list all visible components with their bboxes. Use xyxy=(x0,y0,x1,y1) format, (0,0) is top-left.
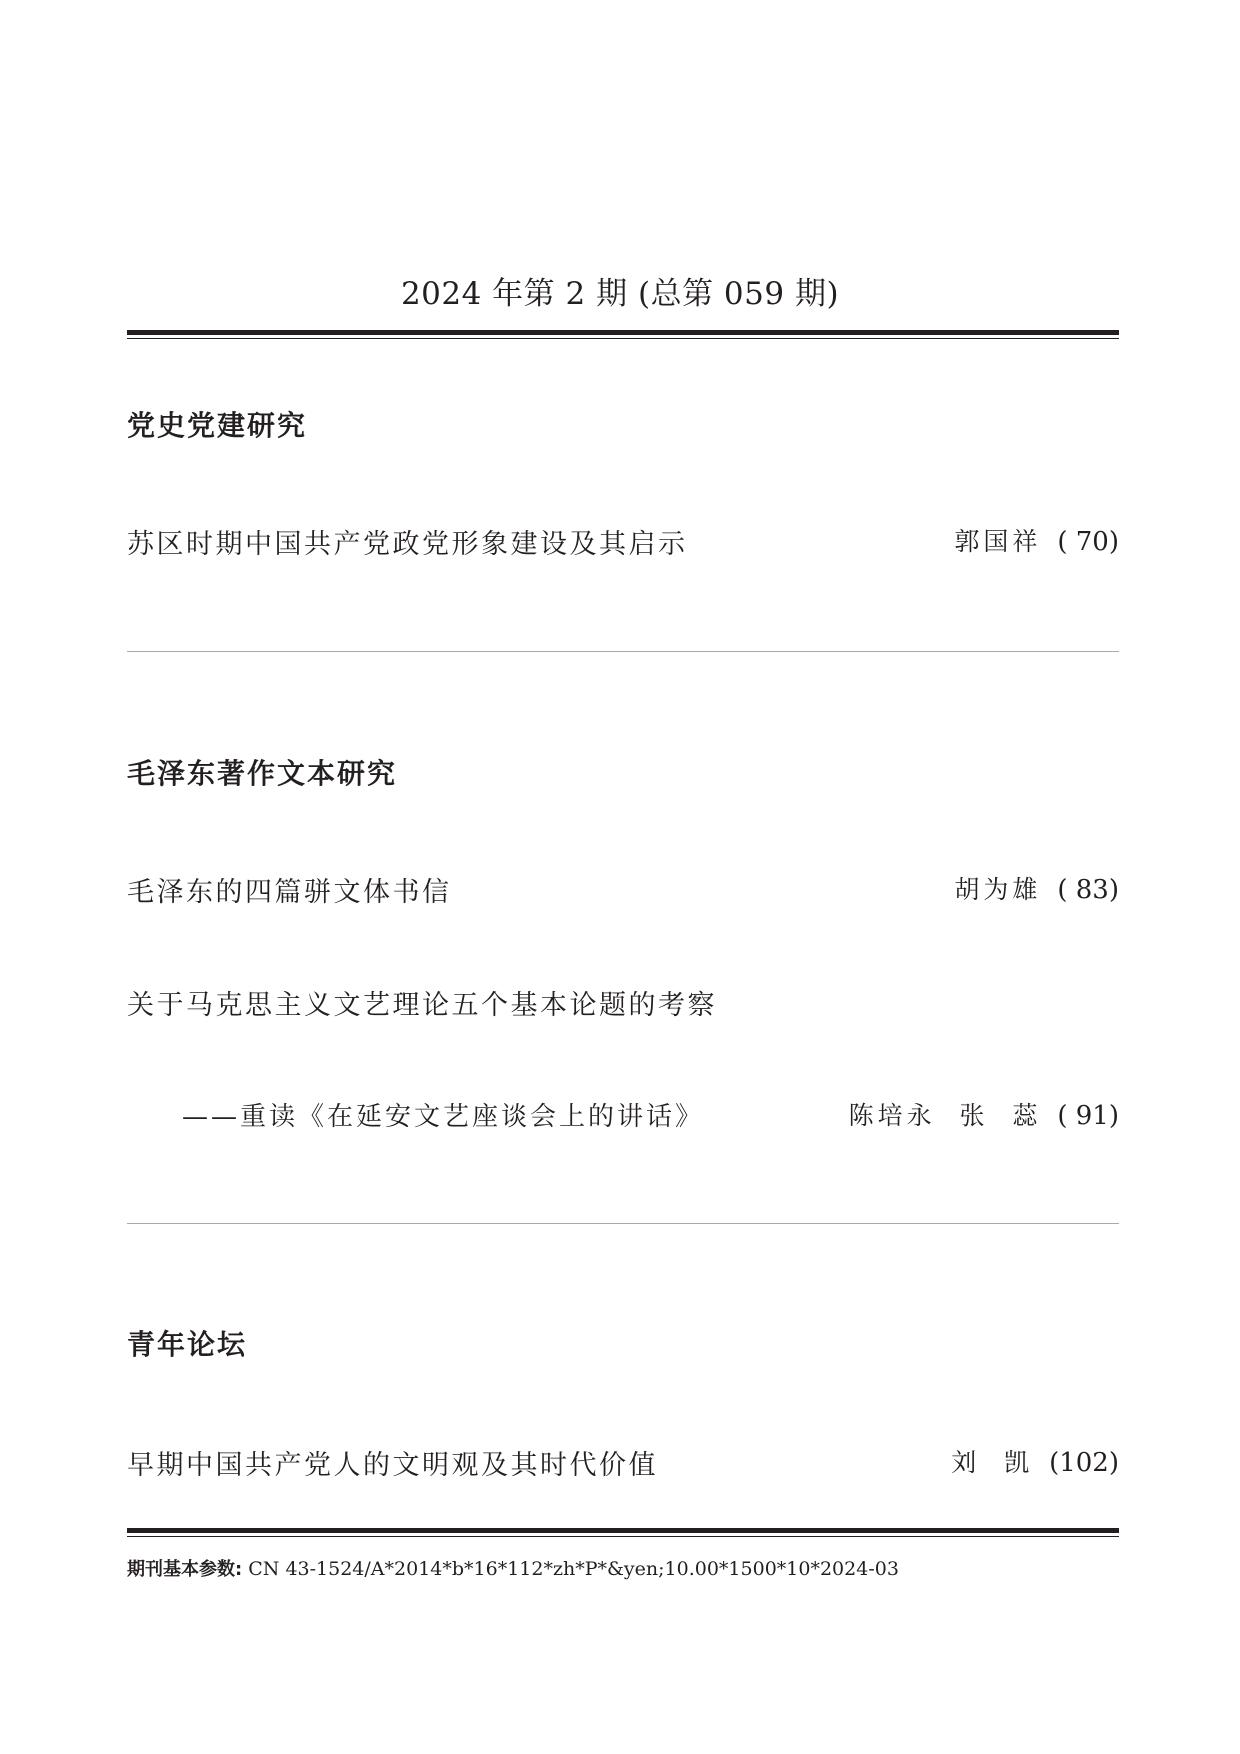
entry-page: (102) xyxy=(1049,1448,1119,1478)
entry-author: 刘 凯 xyxy=(951,1448,1034,1477)
section-title: 党史党建研究 xyxy=(127,409,308,442)
parameters-value: CN 43-1524/A*2014*b*16*112*zh*P*&yen;10.00*1500*10*2024-03 xyxy=(242,1558,899,1580)
entry-page: ( 91) xyxy=(1057,1101,1119,1131)
entry-title: 苏区时期中国共产党政党形象建设及其启示 xyxy=(127,529,688,560)
section-title: 毛泽东著作文本研究 xyxy=(127,757,398,790)
toc-entry[interactable] xyxy=(127,870,1119,910)
entry-author: 胡为雄 xyxy=(954,875,1042,904)
entry-page: ( 70) xyxy=(1057,527,1119,557)
section-title: 青年论坛 xyxy=(127,1328,248,1361)
parameters-label: 期刊基本参数: xyxy=(127,1559,243,1580)
entry-author-page xyxy=(954,870,1119,906)
entry-subtitle: ——重读《在延安文艺座谈会上的讲话》 xyxy=(182,1102,705,1132)
entry-title: 关于马克思主义文艺理论五个基本论题的考察 xyxy=(127,990,717,1021)
toc-entry[interactable] xyxy=(127,1443,1119,1483)
entry-author: 郭国祥 xyxy=(954,527,1042,556)
toc-entry[interactable] xyxy=(127,522,1119,562)
entry-author-page xyxy=(954,522,1119,558)
toc-entry-continuation[interactable] xyxy=(127,1096,1119,1136)
footer-double-rule xyxy=(127,1528,1119,1537)
issue-title: 2024 年第 2 期 (总第 059 期) xyxy=(400,276,840,312)
section-divider xyxy=(127,651,1119,652)
header-double-rule xyxy=(127,330,1119,339)
section-divider xyxy=(127,1223,1119,1224)
entry-page: ( 83) xyxy=(1057,875,1119,905)
entry-title: 毛泽东的四篇骈文体书信 xyxy=(127,877,452,908)
entry-author-page xyxy=(951,1443,1119,1479)
journal-parameters xyxy=(127,1555,899,1581)
entry-author-page xyxy=(849,1096,1119,1132)
entry-title: 早期中国共产党人的文明观及其时代价值 xyxy=(127,1450,658,1481)
toc-entry[interactable] xyxy=(127,983,1119,1023)
entry-author: 陈培永 张 蕊 xyxy=(848,1101,1042,1130)
